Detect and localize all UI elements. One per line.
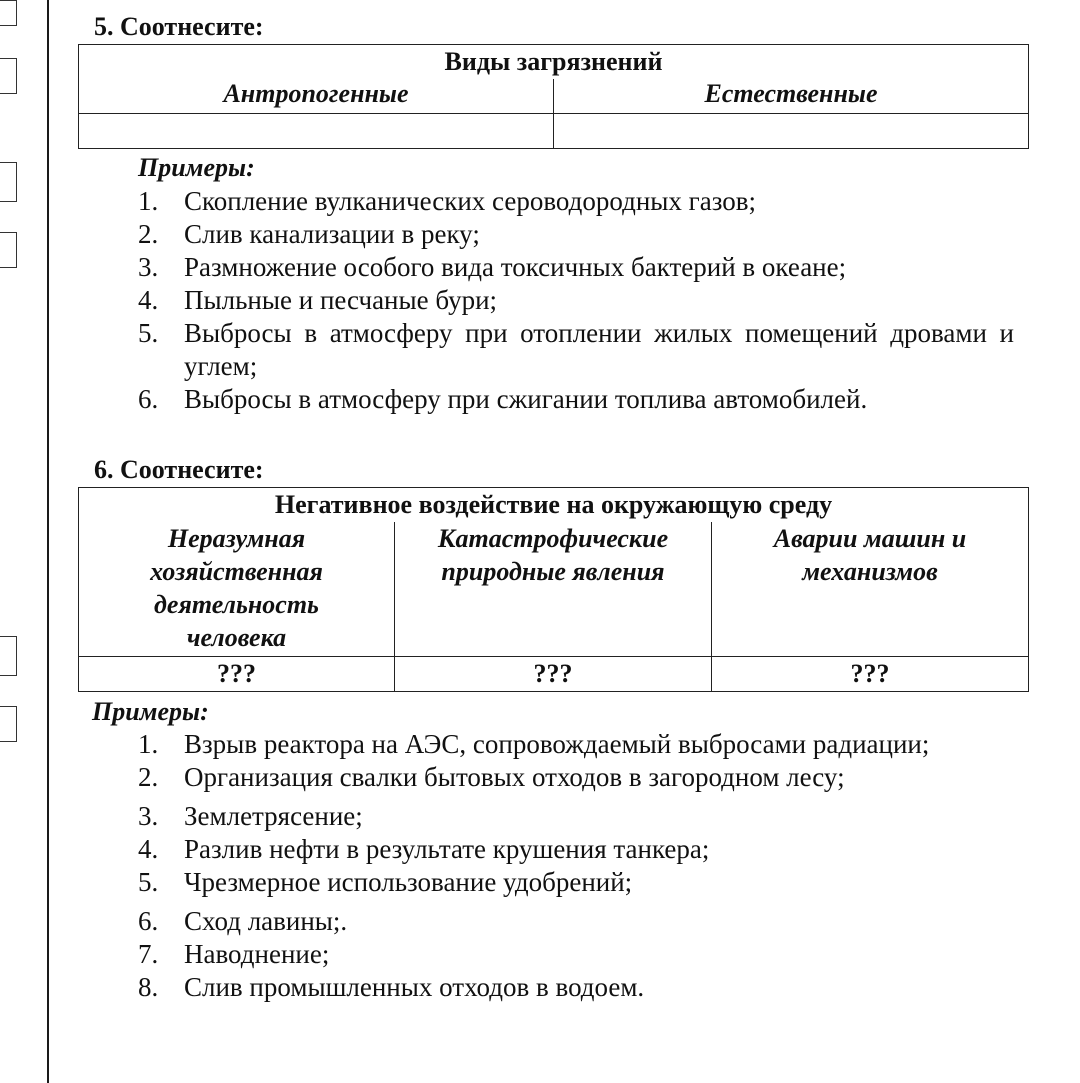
- task6-examples-list: [138, 728, 1014, 1004]
- answer-cell[interactable]: ???: [712, 657, 1029, 692]
- list-item: 7. Наводнение;: [138, 939, 330, 969]
- column-header-human-activity: Неразумная хозяйственная деятельность человека: [79, 522, 395, 657]
- margin-box: [0, 162, 17, 202]
- task6-heading: 6. Соотнесите:: [94, 455, 264, 484]
- list-item: 3. Размножение особого вида токсичных бактерий в океане;: [138, 252, 847, 282]
- answer-cell-natural[interactable]: [554, 114, 1029, 149]
- list-item: 6. Сход лавины;.: [138, 906, 348, 936]
- page-margin-line: [47, 0, 49, 1083]
- list-item: 2. Слив канализации в реку;: [138, 219, 480, 249]
- list-item: 1. Взрыв реактора на АЭС, сопровождаемый выбросами радиации;: [138, 729, 930, 759]
- list-item: 4. Пыльные и песчаные бури;: [138, 285, 498, 315]
- column-header-anthropogenic: Антропогенные: [79, 79, 554, 114]
- column-header-machine-accidents: Аварии машин и механизмов: [712, 522, 1029, 657]
- pollution-types-table: [78, 44, 1029, 149]
- list-item: 1. Скопление вулканических сероводородных газов;: [138, 186, 756, 216]
- negative-impact-table: [78, 487, 1029, 692]
- table-title: Негативное воздействие на окружающую среду: [79, 488, 1029, 523]
- examples-label: Примеры:: [138, 153, 255, 182]
- list-item: 2. Организация свалки бытовых отходов в загородном лесу;: [138, 762, 845, 792]
- column-header-natural-disasters: Катастрофические природные явления: [395, 522, 712, 657]
- list-item: 8. Слив промышленных отходов в водоем.: [138, 972, 645, 1002]
- margin-box: [0, 58, 17, 94]
- table-title: Виды загрязнений: [79, 45, 1029, 80]
- answer-cell[interactable]: ???: [79, 657, 395, 692]
- margin-box: [0, 232, 17, 268]
- list-item: 3. Землетрясение;: [138, 801, 363, 831]
- list-item: 5. Чрезмерное использование удобрений;: [138, 867, 633, 897]
- margin-box: [0, 636, 17, 676]
- list-item: 5. Выбросы в атмосферу при отоплении жилых помещений дровами и углем;: [138, 318, 1014, 381]
- column-header-natural: Естественные: [554, 79, 1029, 114]
- answer-cell-anthropogenic[interactable]: [79, 114, 554, 149]
- margin-box: [0, 0, 17, 26]
- answer-cell[interactable]: ???: [395, 657, 712, 692]
- task5-examples-list: [138, 185, 1014, 416]
- list-item: 6. Выбросы в атмосферу при сжигании топлива автомобилей.: [138, 384, 868, 414]
- list-item: 4. Разлив нефти в результате крушения танкера;: [138, 834, 710, 864]
- margin-box: [0, 706, 17, 742]
- task5-heading: 5. Соотнесите:: [94, 12, 264, 41]
- examples-label: Примеры:: [92, 697, 209, 726]
